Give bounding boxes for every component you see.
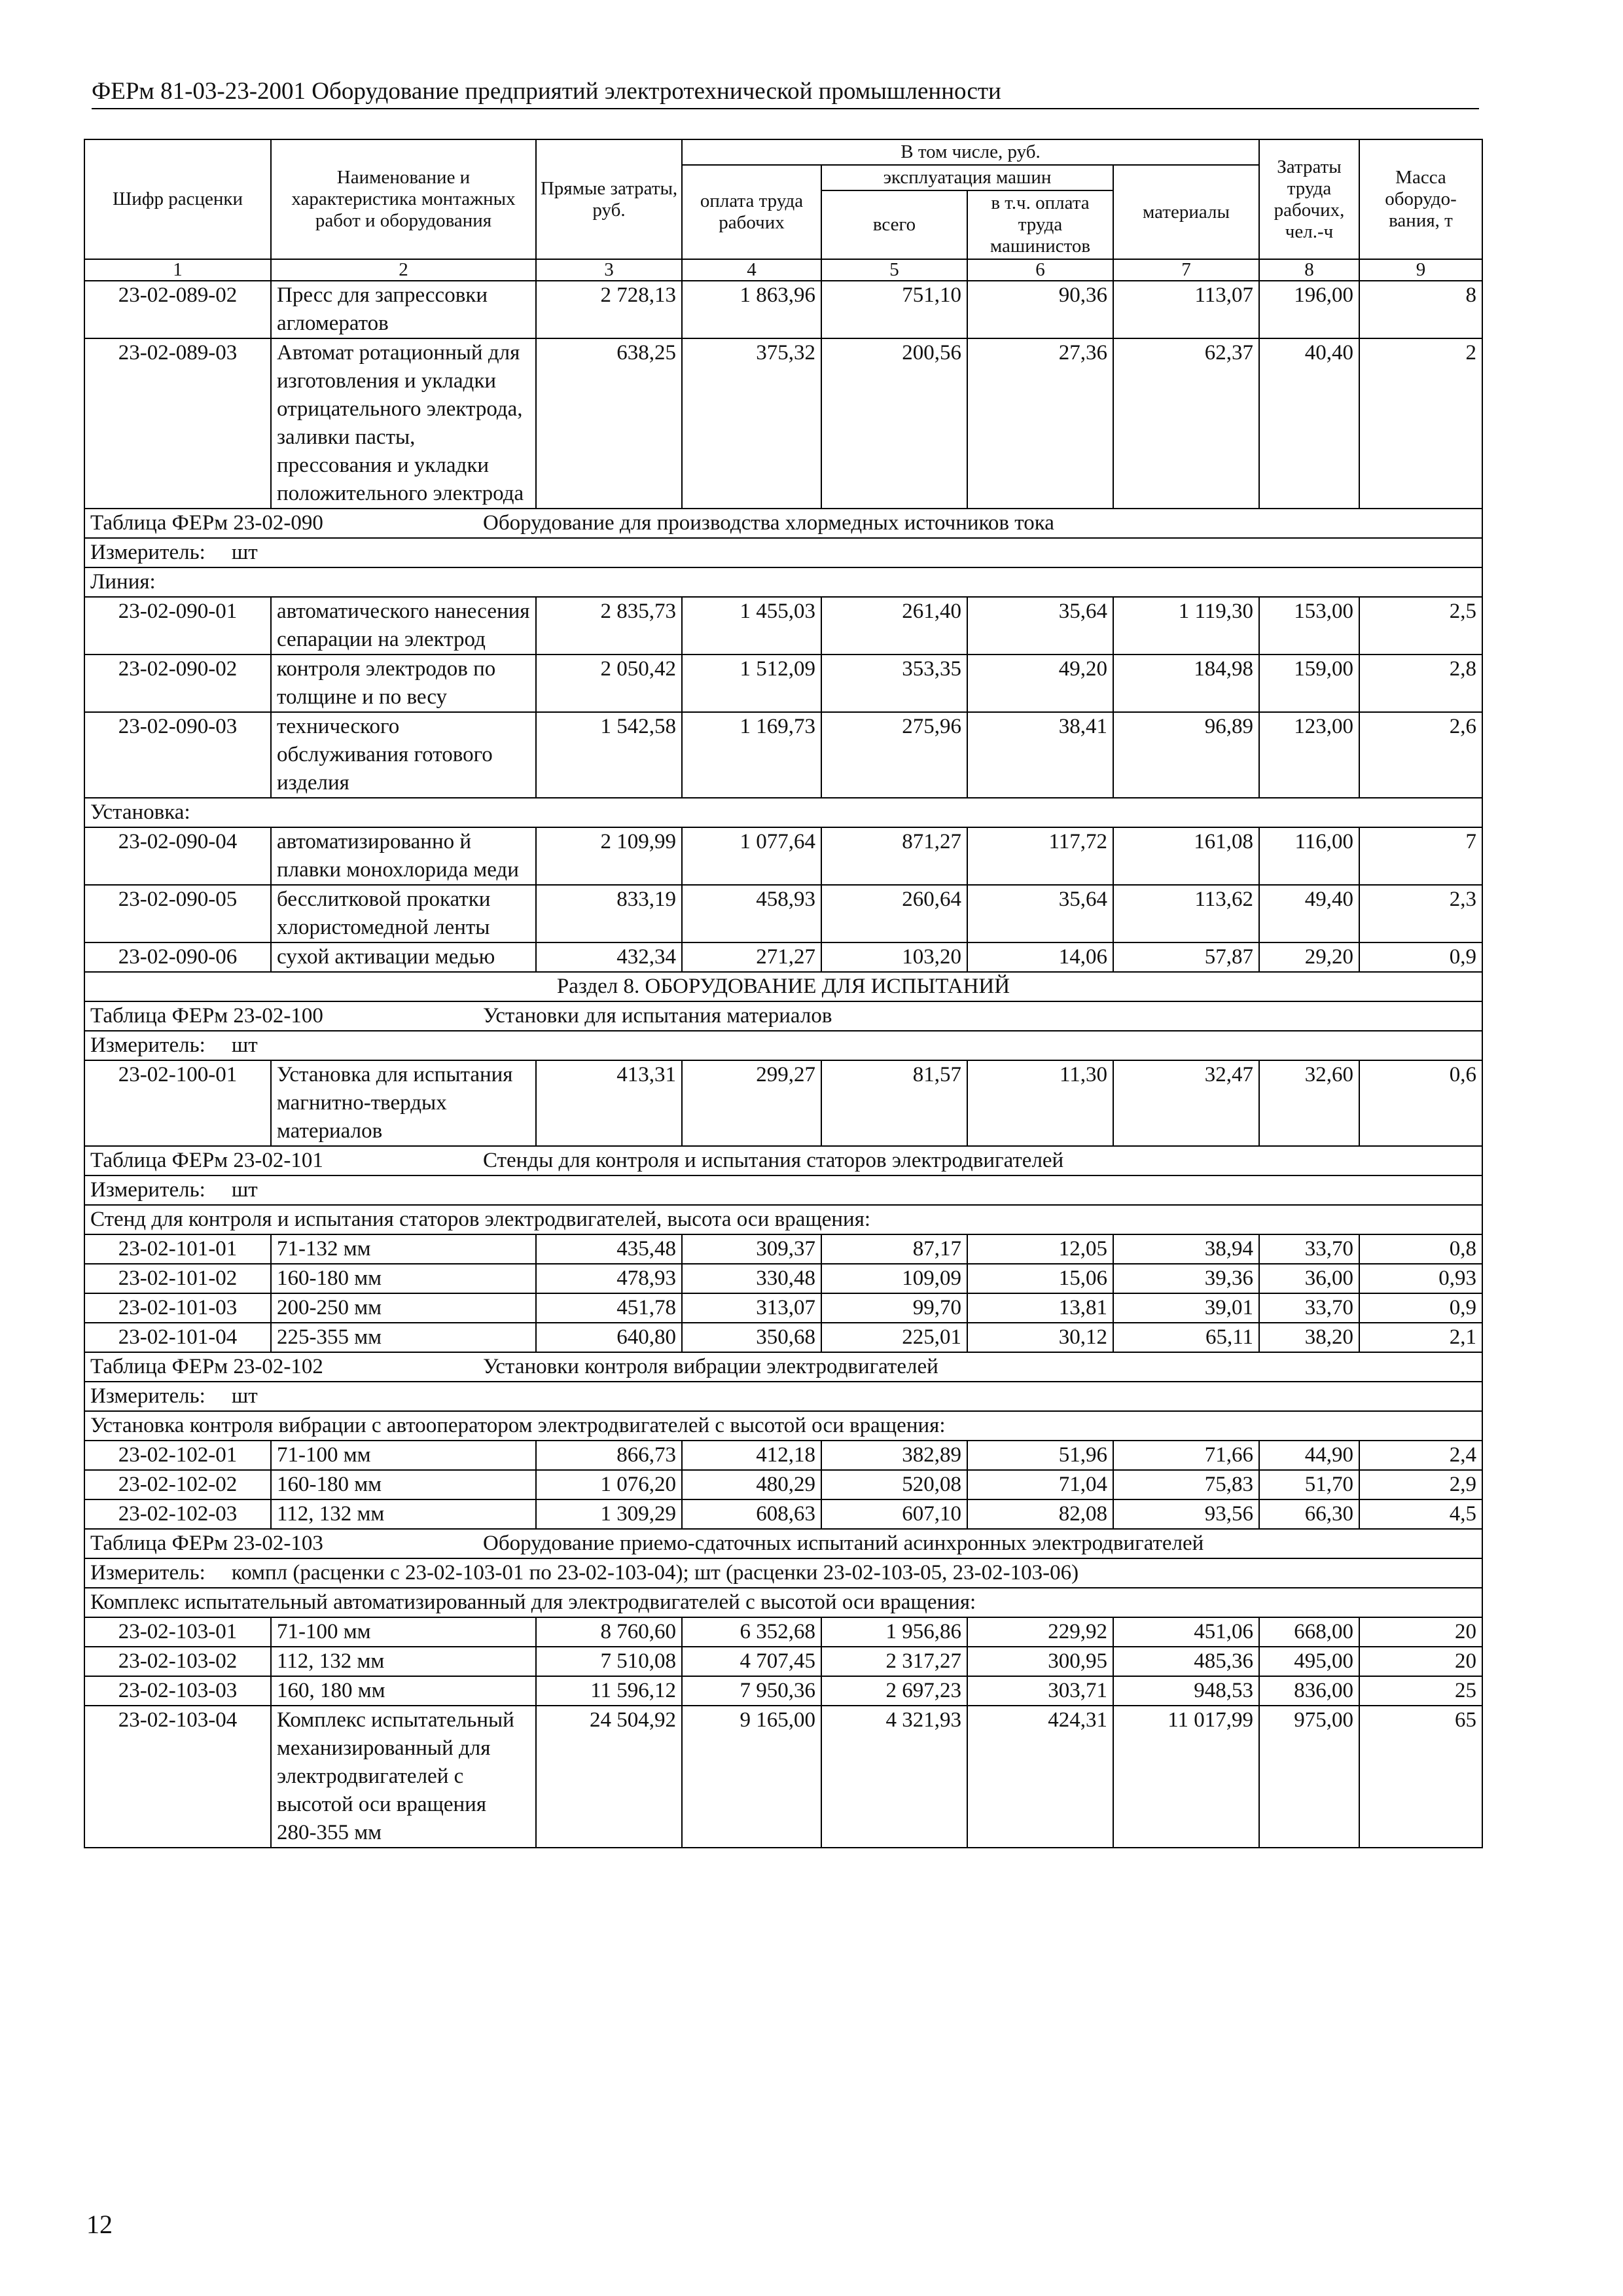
group-row xyxy=(84,1411,1482,1441)
direct-cost-cell: 451,78 xyxy=(536,1293,682,1323)
wages-cell: 375,32 xyxy=(682,338,821,509)
direct-cost-cell: 833,19 xyxy=(536,885,682,942)
direct-cost-cell: 1 542,58 xyxy=(536,712,682,798)
wages-cell: 4 707,45 xyxy=(682,1647,821,1676)
labor-cost-cell: 196,00 xyxy=(1259,281,1359,338)
labor-cost-cell: 36,00 xyxy=(1259,1264,1359,1293)
wages-cell: 6 352,68 xyxy=(682,1617,821,1647)
measure-cell xyxy=(84,538,1482,567)
col-code-header: Шифр расценки xyxy=(84,139,271,259)
machines-total-cell: 2 697,23 xyxy=(821,1676,967,1706)
measure-unit: шт xyxy=(231,1384,258,1408)
materials-cell: 62,37 xyxy=(1113,338,1259,509)
section-title: Раздел 8. ОБОРУДОВАНИЕ ДЛЯ ИСПЫТАНИЙ xyxy=(84,972,1482,1001)
group-label: Стенд для контроля и испытания статоров электродвигателей, высота оси вращения: xyxy=(84,1205,1482,1234)
col-number: 4 xyxy=(682,259,821,281)
group-label: Комплекс испытательный автоматизированный для электродвигателей с высотой оси вращения: xyxy=(84,1588,1482,1617)
materials-cell: 1 119,30 xyxy=(1113,597,1259,655)
wages-cell: 608,63 xyxy=(682,1499,821,1529)
table-code: Таблица ФЕРм 23-02-100 xyxy=(90,1004,323,1028)
equipment-mass-cell: 20 xyxy=(1359,1617,1482,1647)
direct-cost-cell: 640,80 xyxy=(536,1323,682,1352)
table-name: Установки контроля вибрации электродвигателей xyxy=(483,1355,938,1378)
materials-cell: 161,08 xyxy=(1113,827,1259,885)
rate-code-cell: 23-02-089-03 xyxy=(84,338,271,509)
equipment-mass-cell: 20 xyxy=(1359,1647,1482,1676)
work-name-cell: 160-180 мм xyxy=(271,1264,536,1293)
equipment-mass-cell: 7 xyxy=(1359,827,1482,885)
table-row xyxy=(84,338,1482,509)
machines-total-cell: 2 317,27 xyxy=(821,1647,967,1676)
materials-cell: 75,83 xyxy=(1113,1470,1259,1499)
work-name-cell: Автомат ротационный для изготовления и укладки отрицательного электрода, заливки пасты, прессования и укладки положительного электрода xyxy=(271,338,536,509)
machinists-wages-cell: 49,20 xyxy=(967,655,1113,712)
rate-code-cell: 23-02-089-02 xyxy=(84,281,271,338)
machinists-wages-cell: 38,41 xyxy=(967,712,1113,798)
direct-cost-cell: 2 835,73 xyxy=(536,597,682,655)
machinists-wages-cell: 90,36 xyxy=(967,281,1113,338)
work-name-cell: 71-100 мм xyxy=(271,1617,536,1647)
col-number: 2 xyxy=(271,259,536,281)
machines-total-cell: 353,35 xyxy=(821,655,967,712)
table-code: Таблица ФЕРм 23-02-090 xyxy=(90,511,323,535)
machinists-wages-cell: 11,30 xyxy=(967,1060,1113,1146)
table-title-row xyxy=(84,1529,1482,1558)
materials-cell: 39,01 xyxy=(1113,1293,1259,1323)
equipment-mass-cell: 0,9 xyxy=(1359,942,1482,972)
equipment-mass-cell: 0,8 xyxy=(1359,1234,1482,1264)
table-row xyxy=(84,1470,1482,1499)
table-row xyxy=(84,1441,1482,1470)
machinists-wages-cell: 14,06 xyxy=(967,942,1113,972)
measure-label: Измеритель: xyxy=(90,1561,205,1585)
direct-cost-cell: 2 050,42 xyxy=(536,655,682,712)
labor-cost-cell: 33,70 xyxy=(1259,1293,1359,1323)
wages-cell: 412,18 xyxy=(682,1441,821,1470)
measure-cell xyxy=(84,1031,1482,1060)
machinists-wages-cell: 51,96 xyxy=(967,1441,1113,1470)
machines-total-cell: 225,01 xyxy=(821,1323,967,1352)
labor-cost-cell: 495,00 xyxy=(1259,1647,1359,1676)
measure-unit: шт xyxy=(231,541,258,564)
rate-code-cell: 23-02-101-04 xyxy=(84,1323,271,1352)
work-name-cell: 112, 132 мм xyxy=(271,1499,536,1529)
measure-label: Измеритель: xyxy=(90,1384,205,1408)
labor-cost-cell: 668,00 xyxy=(1259,1617,1359,1647)
machines-total-cell: 87,17 xyxy=(821,1234,967,1264)
direct-cost-cell: 866,73 xyxy=(536,1441,682,1470)
col-including-header: В том числе, руб. xyxy=(682,139,1259,165)
table-name: Оборудование приемо-сдаточных испытаний асинхронных электродвигателей xyxy=(483,1532,1204,1555)
direct-cost-cell: 1 076,20 xyxy=(536,1470,682,1499)
materials-cell: 11 017,99 xyxy=(1113,1706,1259,1848)
labor-cost-cell: 38,20 xyxy=(1259,1323,1359,1352)
machinists-wages-cell: 35,64 xyxy=(967,597,1113,655)
table-code: Таблица ФЕРм 23-02-101 xyxy=(90,1149,323,1172)
col-machines-header: эксплуатация машин xyxy=(821,165,1113,190)
machines-total-cell: 607,10 xyxy=(821,1499,967,1529)
work-name-cell: сухой активации медью xyxy=(271,942,536,972)
column-number-row xyxy=(84,259,1482,281)
machines-total-cell: 520,08 xyxy=(821,1470,967,1499)
labor-cost-cell: 49,40 xyxy=(1259,885,1359,942)
machinists-wages-cell: 35,64 xyxy=(967,885,1113,942)
col-number: 7 xyxy=(1113,259,1259,281)
equipment-mass-cell: 2,4 xyxy=(1359,1441,1482,1470)
direct-cost-cell: 435,48 xyxy=(536,1234,682,1264)
materials-cell: 71,66 xyxy=(1113,1441,1259,1470)
rate-code-cell: 23-02-101-01 xyxy=(84,1234,271,1264)
direct-cost-cell: 1 309,29 xyxy=(536,1499,682,1529)
table-row xyxy=(84,1060,1482,1146)
wages-cell: 9 165,00 xyxy=(682,1706,821,1848)
labor-cost-cell: 123,00 xyxy=(1259,712,1359,798)
page-number: 12 xyxy=(86,2210,113,2239)
equipment-mass-cell: 0,6 xyxy=(1359,1060,1482,1146)
machinists-wages-cell: 303,71 xyxy=(967,1676,1113,1706)
group-label: Установка контроля вибрации с автооператором электродвигателей с высотой оси вращения: xyxy=(84,1411,1482,1441)
table-title xyxy=(84,1146,1482,1175)
norms-table xyxy=(84,139,1483,1848)
table-row xyxy=(84,1264,1482,1293)
equipment-mass-cell: 0,9 xyxy=(1359,1293,1482,1323)
rate-code-cell: 23-02-102-03 xyxy=(84,1499,271,1529)
work-name-cell: 200-250 мм xyxy=(271,1293,536,1323)
machinists-wages-cell: 15,06 xyxy=(967,1264,1113,1293)
col-number: 6 xyxy=(967,259,1113,281)
machines-total-cell: 4 321,93 xyxy=(821,1706,967,1848)
col-name-header: Наименование и характеристика монтажных работ и оборудования xyxy=(271,139,536,259)
col-wages-header: оплата труда рабочих xyxy=(682,165,821,259)
wages-cell: 271,27 xyxy=(682,942,821,972)
machinists-wages-cell: 71,04 xyxy=(967,1470,1113,1499)
equipment-mass-cell: 2,9 xyxy=(1359,1470,1482,1499)
machinists-wages-cell: 424,31 xyxy=(967,1706,1113,1848)
rate-code-cell: 23-02-090-04 xyxy=(84,827,271,885)
work-name-cell: автоматизированно й плавки монохлорида меди xyxy=(271,827,536,885)
rate-code-cell: 23-02-102-02 xyxy=(84,1470,271,1499)
machines-total-cell: 81,57 xyxy=(821,1060,967,1146)
table-row xyxy=(84,1617,1482,1647)
machines-total-cell: 99,70 xyxy=(821,1293,967,1323)
rate-code-cell: 23-02-103-03 xyxy=(84,1676,271,1706)
col-mass-header: Масса оборудо-вания, т xyxy=(1359,139,1482,259)
measure-row xyxy=(84,1031,1482,1060)
table-row xyxy=(84,1706,1482,1848)
materials-cell: 39,36 xyxy=(1113,1264,1259,1293)
rate-code-cell: 23-02-101-03 xyxy=(84,1293,271,1323)
direct-cost-cell: 24 504,92 xyxy=(536,1706,682,1848)
table-name: Стенды для контроля и испытания статоров электродвигателей xyxy=(483,1149,1064,1172)
direct-cost-cell: 8 760,60 xyxy=(536,1617,682,1647)
rate-code-cell: 23-02-103-04 xyxy=(84,1706,271,1848)
rate-code-cell: 23-02-090-02 xyxy=(84,655,271,712)
wages-cell: 1 455,03 xyxy=(682,597,821,655)
direct-cost-cell: 638,25 xyxy=(536,338,682,509)
equipment-mass-cell: 2,3 xyxy=(1359,885,1482,942)
table-row xyxy=(84,281,1482,338)
equipment-mass-cell: 0,93 xyxy=(1359,1264,1482,1293)
labor-cost-cell: 116,00 xyxy=(1259,827,1359,885)
table-title-row xyxy=(84,1352,1482,1382)
machines-total-cell: 382,89 xyxy=(821,1441,967,1470)
equipment-mass-cell: 2,8 xyxy=(1359,655,1482,712)
col-machinists-header: в т.ч. оплата труда машинистов xyxy=(967,190,1113,259)
work-name-cell: бесслитковой прокатки хлористомедной ленты xyxy=(271,885,536,942)
rate-code-cell: 23-02-102-01 xyxy=(84,1441,271,1470)
section-row xyxy=(84,972,1482,1001)
work-name-cell: Пресс для запрессовки агломератов xyxy=(271,281,536,338)
labor-cost-cell: 975,00 xyxy=(1259,1706,1359,1848)
measure-label: Измеритель: xyxy=(90,1033,205,1057)
work-name-cell: 160-180 мм xyxy=(271,1470,536,1499)
work-name-cell: 112, 132 мм xyxy=(271,1647,536,1676)
direct-cost-cell: 432,34 xyxy=(536,942,682,972)
rate-code-cell: 23-02-090-03 xyxy=(84,712,271,798)
labor-cost-cell: 40,40 xyxy=(1259,338,1359,509)
measure-unit: шт xyxy=(231,1033,258,1057)
direct-cost-cell: 413,31 xyxy=(536,1060,682,1146)
wages-cell: 1 169,73 xyxy=(682,712,821,798)
machines-total-cell: 871,27 xyxy=(821,827,967,885)
table-code: Таблица ФЕРм 23-02-102 xyxy=(90,1355,323,1378)
direct-cost-cell: 11 596,12 xyxy=(536,1676,682,1706)
machinists-wages-cell: 30,12 xyxy=(967,1323,1113,1352)
rate-code-cell: 23-02-101-02 xyxy=(84,1264,271,1293)
col-number: 5 xyxy=(821,259,967,281)
measure-row xyxy=(84,1382,1482,1411)
labor-cost-cell: 32,60 xyxy=(1259,1060,1359,1146)
table-row xyxy=(84,827,1482,885)
work-name-cell: Комплекс испытательный механизированный для электродвигателей с высотой оси вращения 280-355 мм xyxy=(271,1706,536,1848)
machines-total-cell: 751,10 xyxy=(821,281,967,338)
work-name-cell: 225-355 мм xyxy=(271,1323,536,1352)
col-machines-total-header: всего xyxy=(821,190,967,259)
group-row xyxy=(84,567,1482,597)
measure-unit: компл (расценки с 23-02-103-01 по 23-02-103-04); шт (расценки 23-02-103-05, 23-02-103-06) xyxy=(231,1561,1079,1585)
machinists-wages-cell: 13,81 xyxy=(967,1293,1113,1323)
wages-cell: 330,48 xyxy=(682,1264,821,1293)
labor-cost-cell: 153,00 xyxy=(1259,597,1359,655)
table-row xyxy=(84,1234,1482,1264)
table-title xyxy=(84,1529,1482,1558)
group-label: Линия: xyxy=(84,567,1482,597)
wages-cell: 458,93 xyxy=(682,885,821,942)
measure-cell xyxy=(84,1558,1482,1588)
materials-cell: 65,11 xyxy=(1113,1323,1259,1352)
rate-code-cell: 23-02-103-02 xyxy=(84,1647,271,1676)
table-code: Таблица ФЕРм 23-02-103 xyxy=(90,1532,323,1555)
machines-total-cell: 200,56 xyxy=(821,338,967,509)
wages-cell: 7 950,36 xyxy=(682,1676,821,1706)
work-name-cell: технического обслуживания готового изделия xyxy=(271,712,536,798)
materials-cell: 57,87 xyxy=(1113,942,1259,972)
wages-cell: 350,68 xyxy=(682,1323,821,1352)
table-row xyxy=(84,1647,1482,1676)
labor-cost-cell: 44,90 xyxy=(1259,1441,1359,1470)
equipment-mass-cell: 2,1 xyxy=(1359,1323,1482,1352)
table-row xyxy=(84,1323,1482,1352)
labor-cost-cell: 33,70 xyxy=(1259,1234,1359,1264)
machinists-wages-cell: 27,36 xyxy=(967,338,1113,509)
measure-label: Измеритель: xyxy=(90,541,205,564)
rate-code-cell: 23-02-090-05 xyxy=(84,885,271,942)
equipment-mass-cell: 2,6 xyxy=(1359,712,1482,798)
equipment-mass-cell: 8 xyxy=(1359,281,1482,338)
materials-cell: 93,56 xyxy=(1113,1499,1259,1529)
work-name-cell: 160, 180 мм xyxy=(271,1676,536,1706)
col-number: 8 xyxy=(1259,259,1359,281)
work-name-cell: Установка для испытания магнитно-твердых материалов xyxy=(271,1060,536,1146)
machinists-wages-cell: 12,05 xyxy=(967,1234,1113,1264)
table-row xyxy=(84,1293,1482,1323)
page-header: ФЕРм 81-03-23-2001 Оборудование предприятий электротехнической промышленности xyxy=(92,77,1479,109)
rate-code-cell: 23-02-103-01 xyxy=(84,1617,271,1647)
equipment-mass-cell: 25 xyxy=(1359,1676,1482,1706)
materials-cell: 948,53 xyxy=(1113,1676,1259,1706)
direct-cost-cell: 2 728,13 xyxy=(536,281,682,338)
group-label: Установка: xyxy=(84,798,1482,827)
measure-unit: шт xyxy=(231,1178,258,1202)
table-row xyxy=(84,655,1482,712)
equipment-mass-cell: 2 xyxy=(1359,338,1482,509)
labor-cost-cell: 66,30 xyxy=(1259,1499,1359,1529)
materials-cell: 485,36 xyxy=(1113,1647,1259,1676)
work-name-cell: автоматического нанесения сепарации на электрод xyxy=(271,597,536,655)
table-row xyxy=(84,597,1482,655)
measure-row xyxy=(84,538,1482,567)
col-direct-header: Прямые затраты, руб. xyxy=(536,139,682,259)
materials-cell: 38,94 xyxy=(1113,1234,1259,1264)
machines-total-cell: 109,09 xyxy=(821,1264,967,1293)
wages-cell: 313,07 xyxy=(682,1293,821,1323)
table-row xyxy=(84,942,1482,972)
table-title-row xyxy=(84,509,1482,538)
machinists-wages-cell: 117,72 xyxy=(967,827,1113,885)
group-row xyxy=(84,1588,1482,1617)
labor-cost-cell: 51,70 xyxy=(1259,1470,1359,1499)
table-row xyxy=(84,1676,1482,1706)
equipment-mass-cell: 4,5 xyxy=(1359,1499,1482,1529)
col-number: 1 xyxy=(84,259,271,281)
measure-row xyxy=(84,1175,1482,1205)
wages-cell: 309,37 xyxy=(682,1234,821,1264)
measure-cell xyxy=(84,1175,1482,1205)
labor-cost-cell: 29,20 xyxy=(1259,942,1359,972)
machinists-wages-cell: 82,08 xyxy=(967,1499,1113,1529)
machines-total-cell: 275,96 xyxy=(821,712,967,798)
measure-row xyxy=(84,1558,1482,1588)
machines-total-cell: 103,20 xyxy=(821,942,967,972)
rate-code-cell: 23-02-100-01 xyxy=(84,1060,271,1146)
machines-total-cell: 261,40 xyxy=(821,597,967,655)
table-name: Установки для испытания материалов xyxy=(483,1004,832,1028)
table-title xyxy=(84,1001,1482,1031)
materials-cell: 184,98 xyxy=(1113,655,1259,712)
table-row xyxy=(84,885,1482,942)
col-number: 3 xyxy=(536,259,682,281)
wages-cell: 1 863,96 xyxy=(682,281,821,338)
machinists-wages-cell: 300,95 xyxy=(967,1647,1113,1676)
col-materials-header: материалы xyxy=(1113,165,1259,259)
work-name-cell: контроля электродов по толщине и по весу xyxy=(271,655,536,712)
materials-cell: 113,07 xyxy=(1113,281,1259,338)
direct-cost-cell: 2 109,99 xyxy=(536,827,682,885)
table-title-row xyxy=(84,1146,1482,1175)
measure-label: Измеритель: xyxy=(90,1178,205,1202)
direct-cost-cell: 478,93 xyxy=(536,1264,682,1293)
rate-code-cell: 23-02-090-06 xyxy=(84,942,271,972)
machinists-wages-cell: 229,92 xyxy=(967,1617,1113,1647)
materials-cell: 451,06 xyxy=(1113,1617,1259,1647)
work-name-cell: 71-100 мм xyxy=(271,1441,536,1470)
wages-cell: 480,29 xyxy=(682,1470,821,1499)
work-name-cell: 71-132 мм xyxy=(271,1234,536,1264)
labor-cost-cell: 836,00 xyxy=(1259,1676,1359,1706)
table-title xyxy=(84,1352,1482,1382)
wages-cell: 1 512,09 xyxy=(682,655,821,712)
direct-cost-cell: 7 510,08 xyxy=(536,1647,682,1676)
materials-cell: 96,89 xyxy=(1113,712,1259,798)
col-number: 9 xyxy=(1359,259,1482,281)
materials-cell: 32,47 xyxy=(1113,1060,1259,1146)
group-row xyxy=(84,798,1482,827)
machines-total-cell: 260,64 xyxy=(821,885,967,942)
machines-total-cell: 1 956,86 xyxy=(821,1617,967,1647)
equipment-mass-cell: 2,5 xyxy=(1359,597,1482,655)
table-row xyxy=(84,1499,1482,1529)
col-labor-header: Затраты труда рабочих, чел.-ч xyxy=(1259,139,1359,259)
table-name: Оборудование для производства хлормедных источников тока xyxy=(483,511,1054,535)
labor-cost-cell: 159,00 xyxy=(1259,655,1359,712)
wages-cell: 299,27 xyxy=(682,1060,821,1146)
wages-cell: 1 077,64 xyxy=(682,827,821,885)
rate-code-cell: 23-02-090-01 xyxy=(84,597,271,655)
table-row xyxy=(84,712,1482,798)
group-row xyxy=(84,1205,1482,1234)
table-title-row xyxy=(84,1001,1482,1031)
measure-cell xyxy=(84,1382,1482,1411)
materials-cell: 113,62 xyxy=(1113,885,1259,942)
table-title xyxy=(84,509,1482,538)
equipment-mass-cell: 65 xyxy=(1359,1706,1482,1848)
